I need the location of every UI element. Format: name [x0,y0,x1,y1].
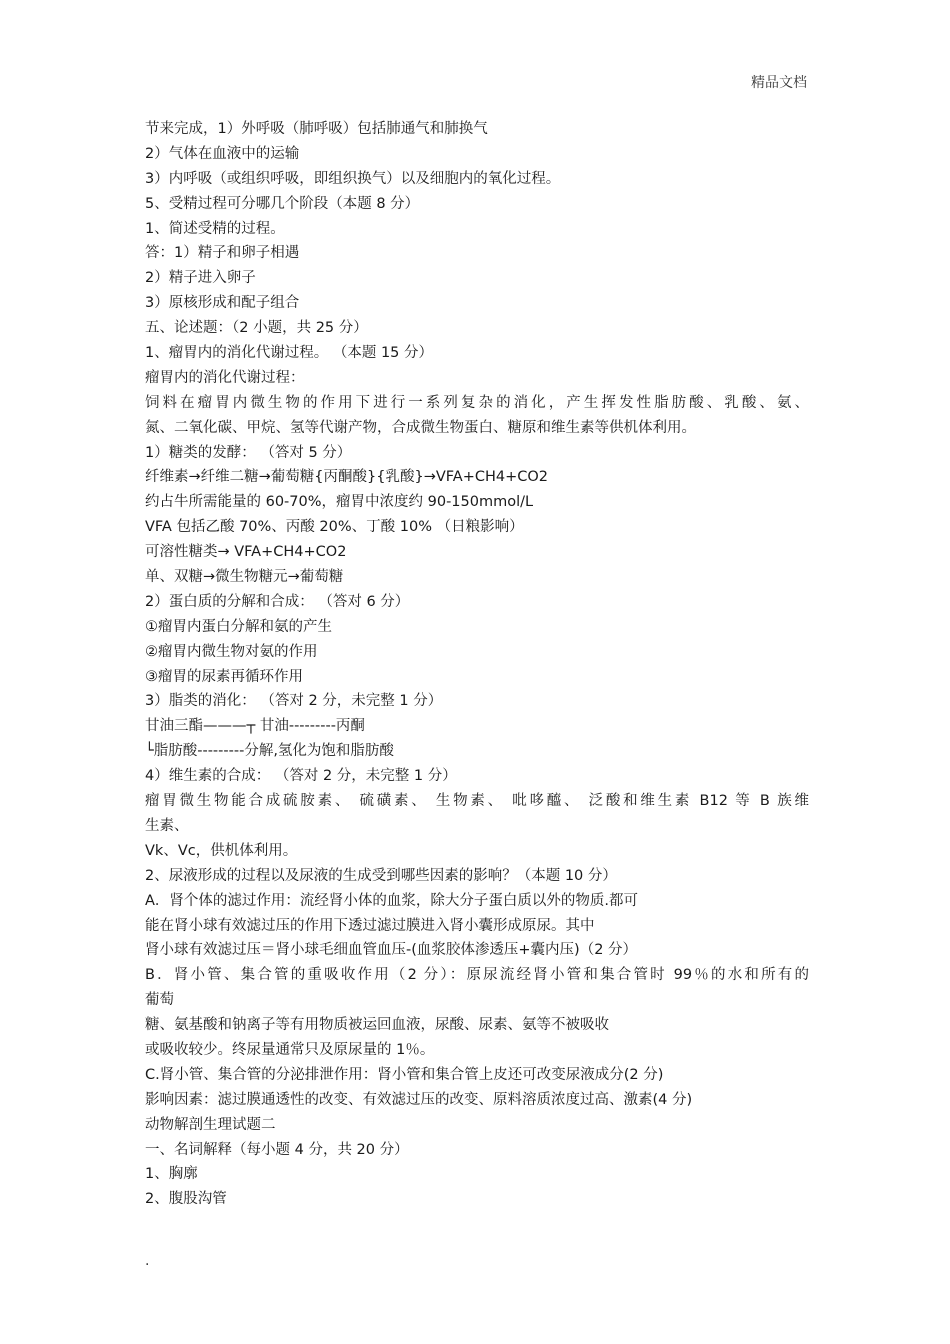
text-line: 4）维生素的合成： （答对 2 分，未完整 1 分） [145,768,457,785]
text-line: 氮、二氧化碳、甲烷、氢等代谢产物，合成微生物蛋白、糖原和维生素等供机体利用。 [145,419,696,436]
text-line: 可溶性糖类→ VFA+CH4+CO2 [145,544,347,561]
text-line: 瘤胃微生物能合成硫胺素、 硫磺素、 生物素、 吡哆醯、 泛酸和维生素 B12 等 B 族维 [145,793,809,810]
text-line: 1、简述受精的过程。 [145,220,285,237]
text-line: ②瘤胃内微生物对氨的作用 [145,643,318,660]
text-line: B．肾小管、集合管的重吸收作用（2 分）：原尿流经肾小管和集合管时 99％的水和所有的 [145,967,809,984]
text-line: 2、腹股沟管 [145,1191,227,1208]
page-footer-mark: . [145,1253,150,1269]
document-body [145,117,809,1212]
question-heading: 5、受精过程可分哪几个阶段（本题 8 分） [145,195,420,212]
text-line: A．肾个体的滤过作用：流经肾小体的血浆，除大分子蛋白质以外的物质.都可 [145,892,639,909]
text-line: VFA 包括乙酸 70%、丙酸 20%、丁酸 10% （日粮影响） [145,519,524,536]
question-heading: 2、尿液形成的过程以及尿液的生成受到哪些因素的影响？（本题 10 分） [145,867,617,884]
text-line: 3）脂类的消化： （答对 2 分，未完整 1 分） [145,693,443,710]
text-line: 节来完成，1）外呼吸（肺呼吸）包括肺通气和肺换气 [145,121,488,137]
text-line: 2）蛋白质的分解和合成： （答对 6 分） [145,593,410,610]
answer-line: 答：1）精子和卵子相遇 [145,245,300,262]
text-line: 2）气体在血液中的运输 [145,145,300,162]
text-line: 生素、 [145,817,189,834]
text-line: 纤维素→纤维二糖→葡萄糖{丙酮酸}{乳酸}→VFA+CH4+CO2 [145,469,549,486]
question-heading: 1、瘤胃内的消化代谢过程。 （本题 15 分） [145,345,434,362]
text-line: 单、双糖→微生物糖元→葡萄糖 [145,569,344,586]
text-line: 3）原核形成和配子组合 [145,295,300,312]
text-line: 饲料在瘤胃内微生物的作用下进行一系列复杂的消化，产生挥发性脂肪酸、乳酸、氨、 [145,394,809,411]
text-line: ①瘤胃内蛋白分解和氨的产生 [145,618,332,635]
text-line: 肾小球有效滤过压＝肾小球毛细血管血压-(血浆胶体渗透压+囊内压)（2 分） [145,942,638,959]
text-line: 1）糖类的发酵： （答对 5 分） [145,444,352,461]
page-header-label: 精品文档 [751,75,807,91]
document-title: 动物解剖生理试题二 [145,1116,276,1133]
section-heading: 五、论述题：（2 小题，共 25 分） [145,320,368,337]
text-line: ③瘤胃的尿素再循环作用 [145,668,303,685]
text-line: 甘油三酯———┬ 甘油---------丙酮 [145,718,365,735]
text-line: 1、胸廓 [145,1166,198,1183]
text-line: 2）精子进入卵子 [145,270,256,287]
text-line: 瘤胃内的消化代谢过程： [145,369,305,386]
text-line: 能在肾小球有效滤过压的作用下透过滤过膜进入肾小囊形成原尿。其中 [145,917,595,934]
text-line: 糖、氨基酸和钠离子等有用物质被运回血液，尿酸、尿素、氨等不被吸收 [145,1017,609,1034]
text-line: Vk、Vc，供机体利用。 [145,842,298,859]
text-line: 影响因素：滤过膜通透性的改变、有效滤过压的改变、原料溶质浓度过高、激素(4 分) [145,1091,693,1108]
text-line: 或吸收较少。终尿量通常只及原尿量的 1％。 [145,1041,435,1058]
text-line: C.肾小管、集合管的分泌排泄作用：肾小管和集合管上皮还可改变尿液成分(2 分) [145,1066,664,1083]
text-line: 葡萄 [145,992,174,1009]
text-line: └脂肪酸---------分解,氢化为饱和脂肪酸 [145,743,394,760]
text-line: 3）内呼吸（或组织呼吸，即组织换气）以及细胞内的氧化过程。 [145,170,561,187]
section-heading: 一、名词解释（每小题 4 分，共 20 分） [145,1141,409,1158]
text-line: 约占牛所需能量的 60-70%，瘤胃中浓度约 90-150mmol/L [145,494,534,511]
